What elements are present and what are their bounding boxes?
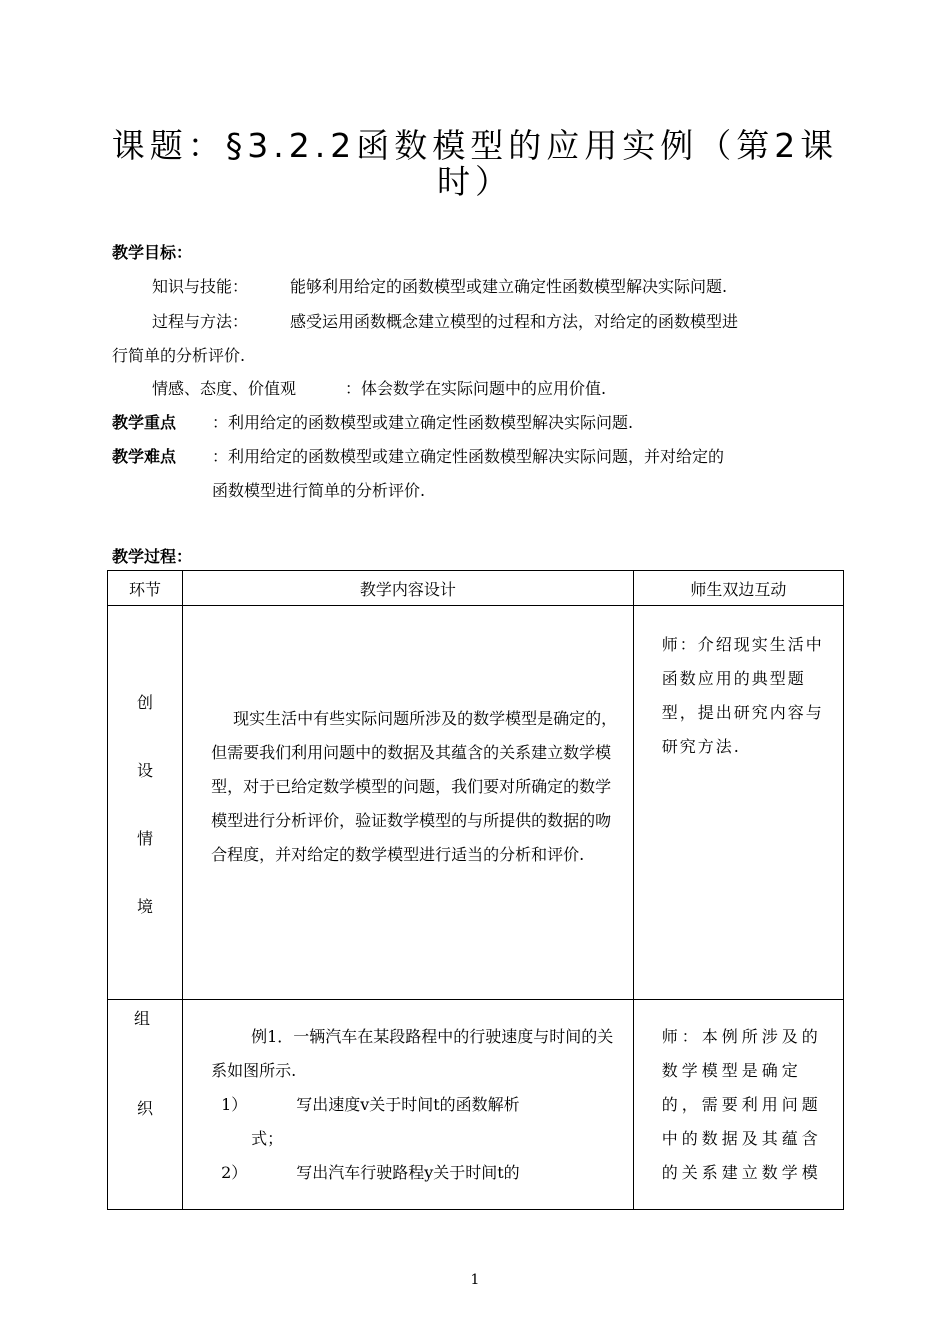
- stage-char: 情: [137, 829, 154, 848]
- process-heading: 教学过程：: [112, 547, 193, 566]
- header-content: 教学内容设计: [183, 571, 634, 606]
- stage-cell: [108, 1000, 183, 1210]
- page-title: [100, 128, 850, 200]
- emotion-label: 情感、态度、价值观: [152, 379, 297, 398]
- stage-char: 织: [137, 1099, 154, 1118]
- difficulty-label: 教学难点: [112, 447, 177, 466]
- example-text: 例1．一辆汽车在某段路程中的行驶速度与时间的关系如图所示.: [211, 1027, 614, 1080]
- table-row: [108, 606, 844, 1000]
- interaction-text: 师：本例所涉及的数学模型是确定的，需要利用问题中的数据及其蕴含的关系建立数学模: [661, 1027, 822, 1182]
- objectives-heading: 教学目标：: [112, 243, 193, 262]
- process-text-cont: 行简单的分析评价.: [112, 346, 246, 365]
- difficulty-text: ：利用给定的函数模型或建立确定性函数模型解决实际问题，并对给定的: [212, 447, 725, 466]
- process-text: 感受运用函数概念建立模型的过程和方法，对给定的函数模型进: [290, 312, 739, 331]
- header-interaction: 师生双边互动: [633, 571, 843, 606]
- knowledge-label: 知识与技能：: [152, 277, 249, 296]
- knowledge-text: 能够利用给定的函数模型或建立确定性函数模型解决实际问题.: [290, 277, 728, 296]
- item-1-text-cont: 式；: [251, 1129, 284, 1148]
- table-row: [108, 1000, 844, 1210]
- item-1-number: 1）: [221, 1095, 248, 1114]
- lesson-table: [107, 570, 844, 1210]
- key-point-text: ：利用给定的函数模型或建立确定性函数模型解决实际问题.: [212, 413, 634, 432]
- header-stage: 环节: [108, 571, 183, 606]
- stage-char: 创: [137, 693, 154, 712]
- item-1-text: 写出速度v关于时间t的函数解析: [296, 1095, 520, 1114]
- stage-char: 设: [137, 761, 154, 780]
- content-cell: [183, 1000, 634, 1210]
- item-2-text: 写出汽车行驶路程y关于时间t的: [296, 1163, 520, 1182]
- content-cell: [183, 606, 634, 1000]
- interaction-cell: [633, 606, 843, 1000]
- emotion-text: ：体会数学在实际问题中的应用价值.: [345, 379, 607, 398]
- interaction-text: 师：介绍现实生活中函数应用的典型题型，提出研究内容与研究方法.: [661, 635, 824, 756]
- content-text: 现实生活中有些实际问题所涉及的数学模型是确定的，但需要我们利用问题中的数据及其蕴含的关系建立数学模型，对于已给定数学模型的问题，我们要对所确定的数学模型进行分析评价，验证数学模型的与所提供的数据的吻合程度，并对给定的数学模型进行适当的分析和评价.: [211, 709, 618, 864]
- page-number: 1: [470, 1272, 480, 1288]
- stage-char: 境: [137, 897, 154, 916]
- interaction-cell: [633, 1000, 843, 1210]
- key-point-label: 教学重点: [112, 413, 177, 432]
- stage-cell: [108, 606, 183, 1000]
- difficulty-text-cont: 函数模型进行简单的分析评价.: [212, 481, 426, 500]
- process-label: 过程与方法：: [152, 312, 249, 331]
- title-line-2: 时）: [437, 162, 513, 201]
- table-header-row: [108, 571, 844, 606]
- stage-char: 组: [134, 1009, 151, 1028]
- title-line-1: 课题：§3.2.2函数模型的应用实例（第2课: [111, 126, 839, 165]
- item-2-number: 2）: [221, 1163, 248, 1182]
